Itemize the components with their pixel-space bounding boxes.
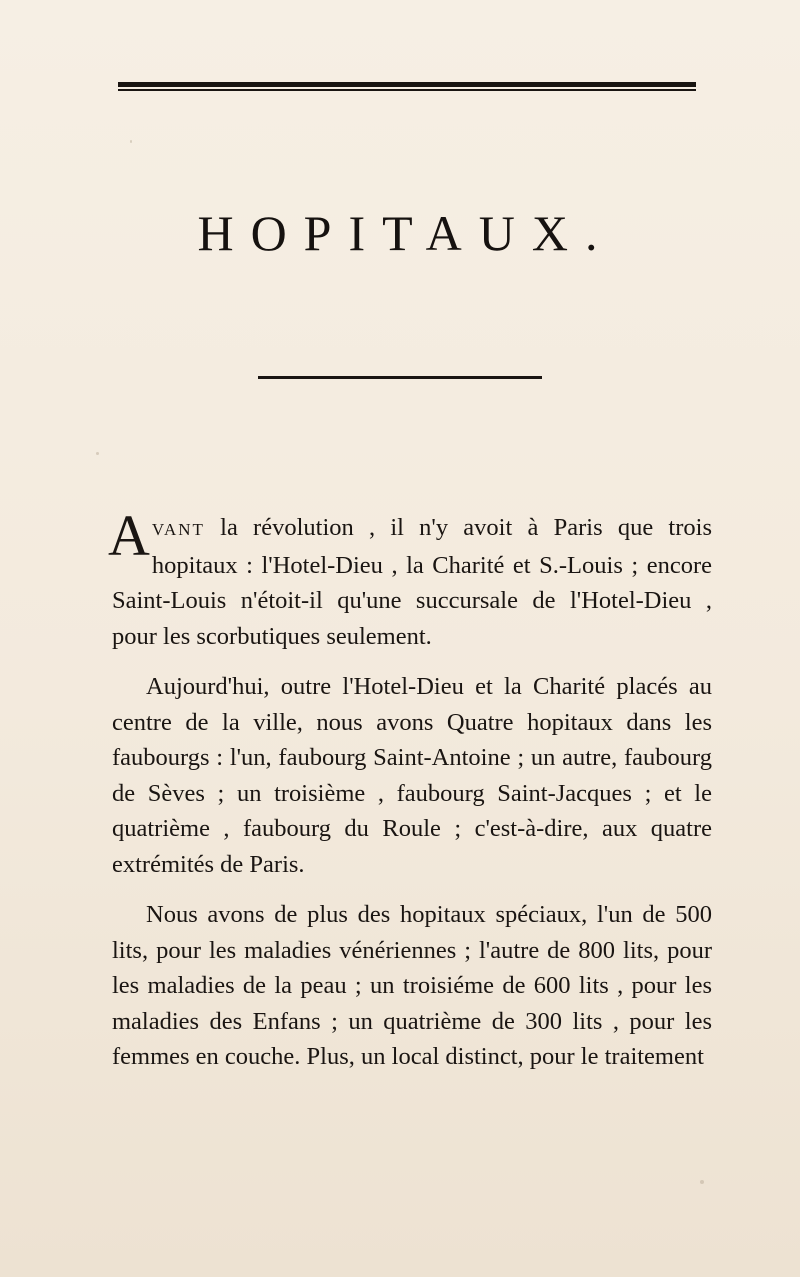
top-rule-thick	[118, 82, 696, 87]
paragraph-1	[108, 503, 712, 654]
paper-speck	[700, 1180, 704, 1184]
paper-speck	[130, 140, 132, 143]
small-caps-word: VANT	[151, 520, 205, 539]
top-rule-thin	[118, 89, 696, 91]
paragraph-1-text: la révolution , il n'y avoit à Paris que trois hopitaux : l'Hotel-Dieu , la Charité et S.-Louis ; encore Saint-Louis n'étoit-il qu'une succursale de l'Hotel-Dieu , pour les scorbutiques seulement.	[112, 514, 712, 650]
body-text	[108, 503, 712, 1090]
page-title: HOPITAUX.	[197, 205, 615, 261]
paragraph-3: Nous avons de plus des hopitaux spéciaux, l'un de 500 lits, pour les maladies vénériennes ; l'autre de 800 lits, pour les maladies de la peau ; un troisiéme de 600 lits , pour les maladies des Enfans ; un quatrième de 300 lits , pour les femmes en couche. Plus, un local distinct, pour le traitement	[112, 901, 712, 1070]
drop-cap: A	[108, 503, 150, 568]
paper-speck	[96, 452, 99, 455]
section-divider	[258, 376, 542, 379]
paragraph-2: Aujourd'hui, outre l'Hotel-Dieu et la Charité placés au centre de la ville, nous avons Quatre hopitaux dans les faubourgs : l'un, faubourg Saint-Antoine ; un autre, faubourg de Sèves ; un troisième , faubourg Saint-Jacques ; et le quatrième , faubourg du Roule ; c'est-à-dire, aux quatre extrémités de Paris.	[112, 673, 712, 878]
